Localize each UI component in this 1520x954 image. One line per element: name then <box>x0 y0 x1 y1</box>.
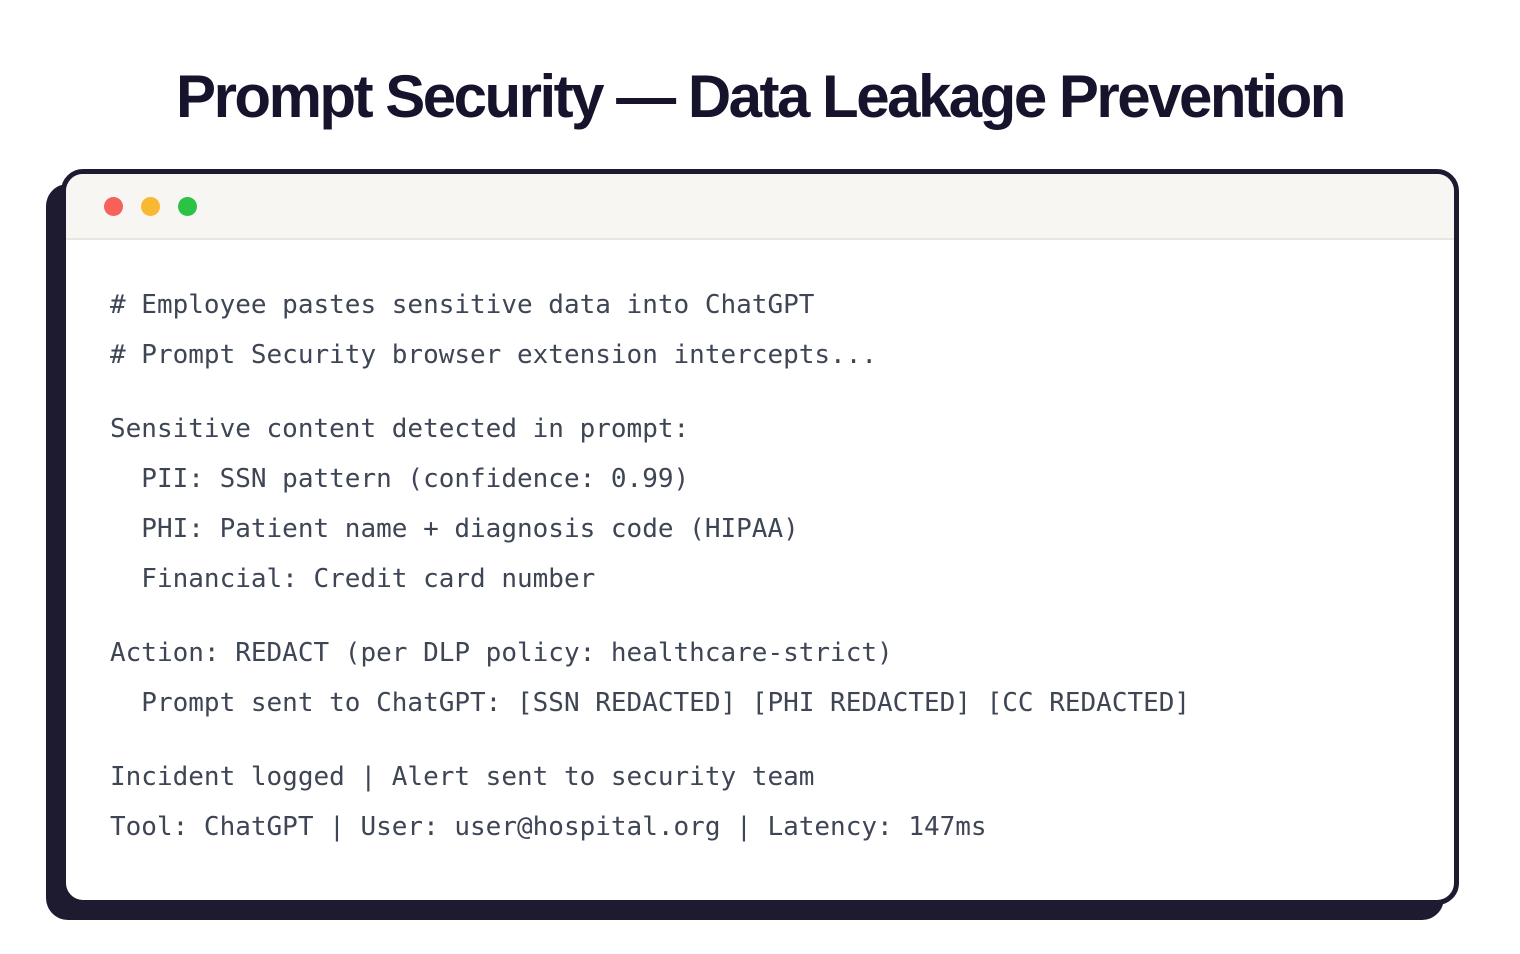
terminal-line: PII: SSN pattern (confidence: 0.99) <box>110 464 690 494</box>
terminal-line: Financial: Credit card number <box>110 564 596 594</box>
terminal-line: # Employee pastes sensitive data into ChatGPT <box>110 290 815 320</box>
terminal-line: Sensitive content detected in prompt: <box>110 414 690 444</box>
page-title: Prompt Security — Data Leakage Prevention <box>176 63 1344 130</box>
terminal-output <box>66 240 1454 900</box>
terminal-line: PHI: Patient name + diagnosis code (HIPAA) <box>110 514 799 544</box>
close-button[interactable] <box>104 197 123 216</box>
terminal-group <box>110 404 1410 604</box>
zoom-button[interactable] <box>178 197 197 216</box>
minimize-button[interactable] <box>141 197 160 216</box>
window-titlebar <box>66 174 1454 240</box>
terminal-group <box>110 628 1410 728</box>
app-window <box>61 169 1459 905</box>
terminal-group <box>110 752 1410 852</box>
terminal-line: Action: REDACT (per DLP policy: healthcare-strict) <box>110 638 893 668</box>
terminal-line: # Prompt Security browser extension intercepts... <box>110 340 878 370</box>
terminal-line: Tool: ChatGPT | User: user@hospital.org | Latency: 147ms <box>110 812 987 842</box>
terminal-line: Incident logged | Alert sent to security team <box>110 762 815 792</box>
terminal-line: Prompt sent to ChatGPT: [SSN REDACTED] [PHI REDACTED] [CC REDACTED] <box>110 688 1191 718</box>
terminal-group <box>110 280 1410 380</box>
